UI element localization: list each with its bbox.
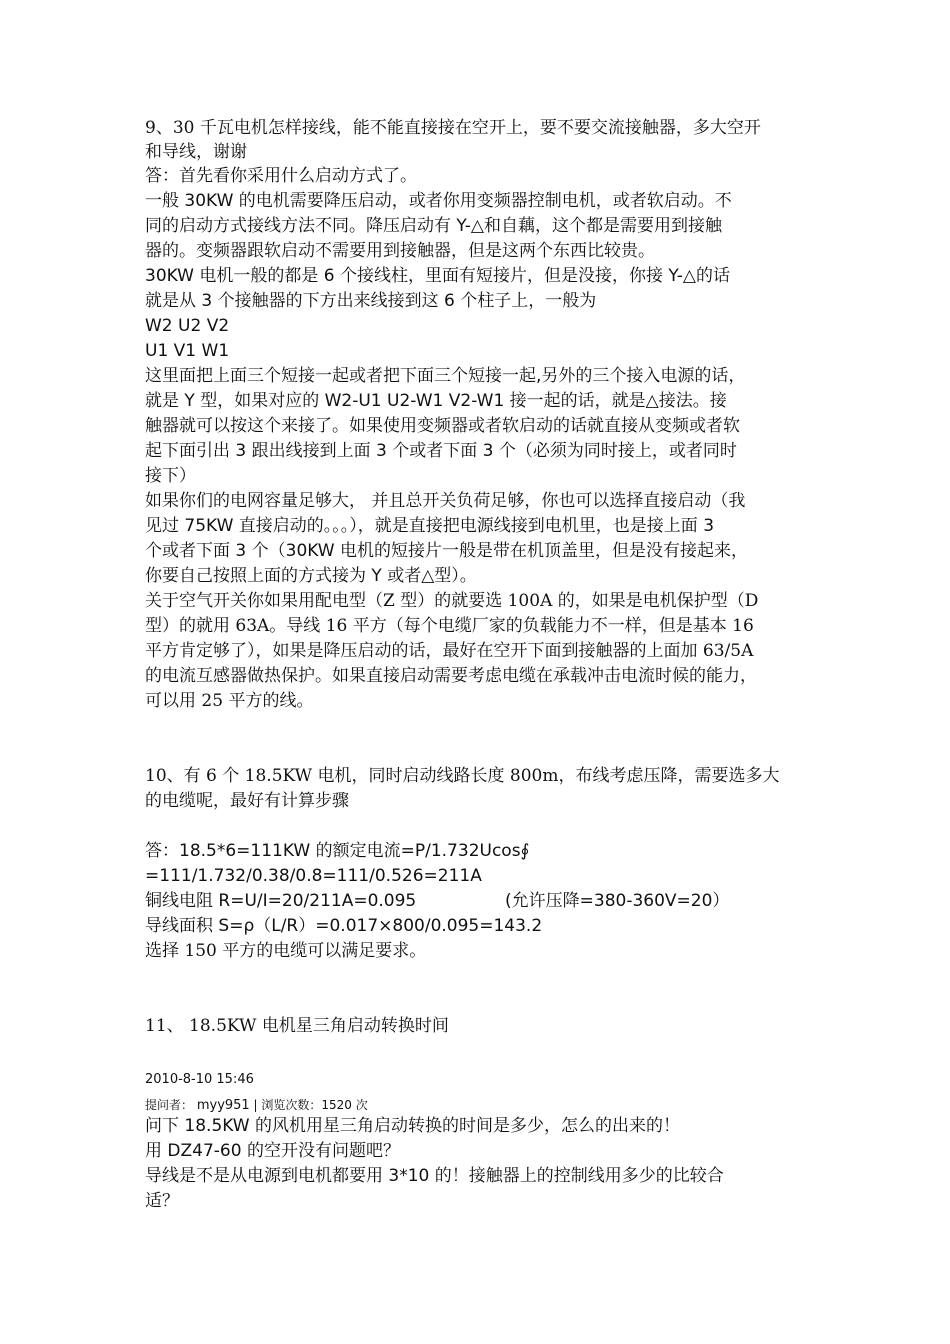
- q10-title-line-2: 的电缆呢，最好有计算步骤: [145, 791, 349, 811]
- q9-answer-line: 平方肯定够了），如果是降压启动的话，最好在空开下面到接触器的上面加 63/5A: [145, 641, 754, 661]
- q9-answer-line: 见过 75KW 直接启动的。。。），就是直接把电源线接到电机里，也是接上面 3: [145, 516, 715, 536]
- q10-title-line-1: 10、有 6 个 18.5KW 电机，同时启动线路长度 800m，布线考虑压降，需要选多大: [145, 766, 780, 786]
- q9-answer-line: U1 V1 W1: [145, 341, 230, 361]
- q9-answer-line: 可以用 25 平方的线。: [145, 691, 314, 711]
- q11-date: 2010-8-10 15:46: [145, 1072, 254, 1087]
- q9-answer-line: 这里面把上面三个短接一起或者把下面三个短接一起,另外的三个接入电源的话，: [145, 366, 746, 386]
- q10-voltage-drop-note: (允许压降=380-360V=20）: [505, 891, 730, 911]
- q10-answer-line: 导线面积 S=ρ（L/R）=0.017×800/0.095=143.2: [145, 916, 543, 936]
- q9-answer-line: 个或者下面 3 个（30KW 电机的短接片一般是带在机顶盖里，但是没有接起来，: [145, 541, 749, 561]
- q11-views: | 浏览次数：1520 次: [253, 1098, 368, 1112]
- q9-answer-line: 触器就可以按这个来接了。如果使用变频器或者软启动的话就直接从变频或者软: [145, 416, 740, 436]
- q9-answer-line: 接下）: [145, 466, 196, 486]
- q9-answer-line: 如果你们的电网容量足够大， 并且总开关负荷足够，你也可以选择直接启动（我: [145, 491, 746, 511]
- q10-answer-line: 铜线电阻 R=U/I=20/211A=0.095: [145, 891, 417, 911]
- q11-body-line: 用 DZ47-60 的空开没有问题吧？: [145, 1141, 400, 1161]
- q9-answer-line: 你要自己按照上面的方式接为 Y 或者△型）。: [145, 566, 477, 586]
- q9-answer-line: W2 U2 V2: [145, 316, 230, 336]
- q10-answer-line: 选择 150 平方的电缆可以满足要求。: [145, 941, 427, 961]
- q9-answer-line: 型）的就用 63A。导线 16 平方（每个电缆厂家的负载能力不一样，但是基本 16: [145, 616, 754, 636]
- q9-answer-line: 同的启动方式接线方法不同。降压启动有 Y-△和自藕，这个都是需要用到接触: [145, 216, 722, 236]
- q9-answer-line: 关于空气开关你如果用配电型（Z 型）的就要选 100A 的，如果是电机保护型（D: [145, 591, 759, 611]
- q10-answer-line: =111/1.732/0.38/0.8=111/0.526=211A: [145, 866, 482, 886]
- q11-meta: [145, 1097, 368, 1114]
- q11-title: 11、 18.5KW 电机星三角启动转换时间: [145, 1016, 449, 1036]
- q11-asker-label: 提问者：: [145, 1098, 194, 1112]
- q9-answer-line: 答：首先看你采用什么启动方式了。: [145, 166, 417, 186]
- q11-body-line: 问下 18.5KW 的风机用星三角启动转换的时间是多少，怎么的出来的！: [145, 1116, 681, 1136]
- q9-answer-line: 器的。变频器跟软启动不需要用到接触器，但是这两个东西比较贵。: [145, 241, 655, 261]
- q10-answer-line: 答：18.5*6=111KW 的额定电流=P/1.732Ucos∮: [145, 841, 530, 861]
- q9-answer-line: 的电流互感器做热保护。如果直接启动需要考虑电缆在承载冲击电流时候的能力，: [145, 666, 757, 686]
- q9-answer-line: 就是 Y 型，如果对应的 W2-U1 U2-W1 V2-W1 接一起的话，就是△接法。接: [145, 391, 727, 411]
- q9-title-line-1: 9、30 千瓦电机怎样接线，能不能直接接在空开上，要不要交流接触器，多大空开: [145, 118, 761, 138]
- q9-answer-line: 一般 30KW 的电机需要降压启动，或者你用变频器控制电机，或者软启动。不: [145, 191, 732, 211]
- q9-answer-line: 就是从 3 个接触器的下方出来线接到这 6 个柱子上，一般为: [145, 291, 597, 311]
- q9-answer-line: 30KW 电机一般的都是 6 个接线柱，里面有短接片，但是没接，你接 Y-△的话: [145, 266, 730, 286]
- q11-asker-name: myy951: [196, 1098, 250, 1113]
- q9-answer-line: 起下面引出 3 跟出线接到上面 3 个或者下面 3 个（必须为同时接上，或者同时: [145, 441, 737, 461]
- q11-body-line: 导线是不是从电源到电机都要用 3*10 的！接触器上的控制线用多少的比较合: [145, 1166, 724, 1186]
- q11-body-line: 适？: [145, 1191, 179, 1211]
- q9-title-line-2: 和导线，谢谢: [145, 142, 247, 162]
